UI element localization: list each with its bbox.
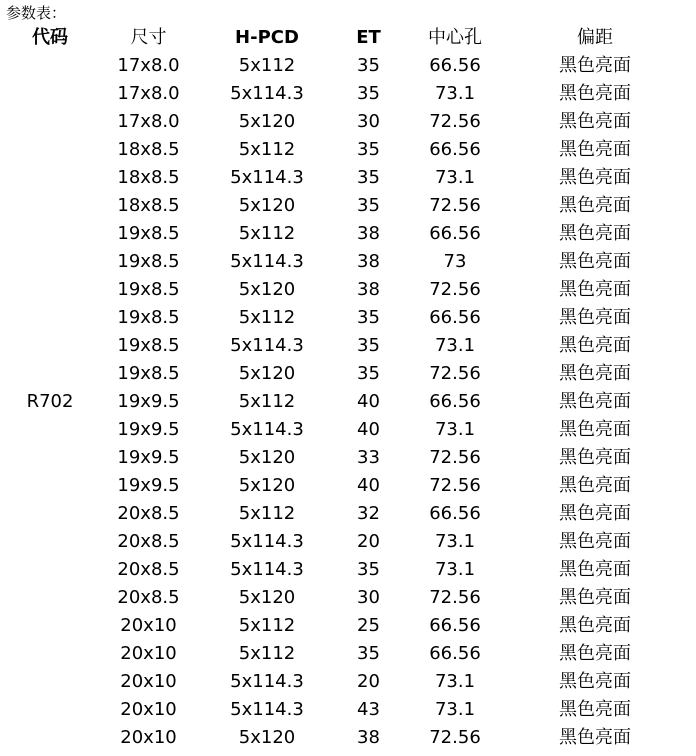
table-row: [0, 416, 680, 444]
cell-center-bore: 73: [443, 251, 467, 272]
cell-offset: 黑色亮面: [559, 531, 631, 552]
cell-et: 35: [357, 307, 380, 328]
cell-size: 19x8.5: [117, 335, 180, 356]
cell-center-bore: 72.56: [429, 195, 481, 216]
cell-pcd: 5x120: [238, 447, 296, 468]
cell-et: 38: [357, 727, 380, 748]
cell-pcd: 5x112: [238, 391, 296, 412]
cell-size: 17x8.0: [117, 111, 180, 132]
cell-size: 19x8.5: [117, 223, 180, 244]
cell-et: 38: [357, 279, 380, 300]
cell-et: 35: [357, 643, 380, 664]
cell-center-bore: 73.1: [434, 671, 476, 692]
cell-pcd: 5x112: [238, 643, 296, 664]
cell-size: 20x8.5: [117, 587, 180, 608]
cell-size: 20x10: [120, 671, 177, 692]
table-row: [0, 612, 680, 640]
cell-center-bore: 73.1: [434, 531, 476, 552]
cell-offset: 黑色亮面: [559, 83, 631, 104]
header-row: [0, 24, 680, 52]
cell-center-bore: 66.56: [429, 643, 481, 664]
cell-offset: 黑色亮面: [559, 195, 631, 216]
cell-center-bore: 73.1: [434, 167, 476, 188]
table-row: [0, 724, 680, 752]
cell-pcd: 5x114.3: [230, 531, 304, 552]
table-row: [0, 528, 680, 556]
cell-center-bore: 73.1: [434, 419, 476, 440]
cell-pcd: 5x112: [238, 139, 296, 160]
cell-center-bore: 66.56: [429, 391, 481, 412]
cell-offset: 黑色亮面: [559, 615, 631, 636]
cell-et: 35: [357, 335, 380, 356]
table-body: [0, 52, 680, 752]
cell-offset: 黑色亮面: [559, 447, 631, 468]
cell-pcd: 5x114.3: [230, 335, 304, 356]
cell-offset: 黑色亮面: [559, 251, 631, 272]
cell-et: 40: [357, 475, 380, 496]
cell-center-bore: 73.1: [434, 335, 476, 356]
cell-center-bore: 72.56: [429, 587, 481, 608]
header-code: 代码: [32, 27, 68, 48]
cell-pcd: 5x120: [238, 587, 296, 608]
header-center-bore: 中心孔: [428, 27, 482, 48]
cell-et: 43: [357, 699, 380, 720]
cell-size: 20x10: [120, 643, 177, 664]
table-row: [0, 192, 680, 220]
cell-et: 20: [357, 531, 380, 552]
cell-pcd: 5x114.3: [230, 167, 304, 188]
cell-offset: 黑色亮面: [559, 643, 631, 664]
cell-offset: 黑色亮面: [559, 699, 631, 720]
cell-center-bore: 72.56: [429, 111, 481, 132]
cell-pcd: 5x120: [238, 475, 296, 496]
cell-size: 18x8.5: [117, 139, 180, 160]
cell-et: 33: [357, 447, 380, 468]
cell-offset: 黑色亮面: [559, 391, 631, 412]
cell-center-bore: 72.56: [429, 475, 481, 496]
cell-center-bore: 66.56: [429, 55, 481, 76]
cell-offset: 黑色亮面: [559, 475, 631, 496]
cell-size: 20x10: [120, 615, 177, 636]
table-row: [0, 444, 680, 472]
cell-pcd: 5x120: [238, 111, 296, 132]
cell-center-bore: 73.1: [434, 83, 476, 104]
cell-pcd: 5x114.3: [230, 83, 304, 104]
table-row: [0, 500, 680, 528]
cell-offset: 黑色亮面: [559, 419, 631, 440]
cell-offset: 黑色亮面: [559, 727, 631, 748]
table-row: [0, 640, 680, 668]
cell-offset: 黑色亮面: [559, 363, 631, 384]
cell-size: 17x8.0: [117, 55, 180, 76]
cell-center-bore: 72.56: [429, 363, 481, 384]
cell-et: 30: [357, 587, 380, 608]
cell-size: 19x8.5: [117, 307, 180, 328]
cell-offset: 黑色亮面: [559, 223, 631, 244]
table-row: [0, 696, 680, 724]
cell-offset: 黑色亮面: [559, 279, 631, 300]
cell-et: 30: [357, 111, 380, 132]
header-et: ET: [356, 27, 381, 48]
cell-et: 35: [357, 83, 380, 104]
cell-size: 20x8.5: [117, 503, 180, 524]
cell-center-bore: 66.56: [429, 307, 481, 328]
cell-center-bore: 72.56: [429, 279, 481, 300]
cell-et: 35: [357, 167, 380, 188]
table-row: [0, 472, 680, 500]
table-row: [0, 304, 680, 332]
cell-size: 19x8.5: [117, 279, 180, 300]
table-row: [0, 80, 680, 108]
cell-center-bore: 66.56: [429, 139, 481, 160]
cell-size: 19x9.5: [117, 391, 180, 412]
cell-et: 40: [357, 391, 380, 412]
cell-et: 25: [357, 615, 380, 636]
cell-offset: 黑色亮面: [559, 139, 631, 160]
table-row: [0, 332, 680, 360]
cell-et: 20: [357, 671, 380, 692]
cell-size: 18x8.5: [117, 195, 180, 216]
cell-et: 35: [357, 139, 380, 160]
cell-et: 40: [357, 419, 380, 440]
cell-offset: 黑色亮面: [559, 167, 631, 188]
cell-size: 20x8.5: [117, 559, 180, 580]
table-row: [0, 584, 680, 612]
cell-pcd: 5x112: [238, 223, 296, 244]
table-row: [0, 248, 680, 276]
cell-pcd: 5x112: [238, 55, 296, 76]
cell-pcd: 5x120: [238, 279, 296, 300]
cell-size: 19x9.5: [117, 419, 180, 440]
spec-table: [0, 24, 680, 752]
table-row: [0, 556, 680, 584]
cell-pcd: 5x114.3: [230, 699, 304, 720]
table-row: [0, 164, 680, 192]
header-pcd: H-PCD: [235, 27, 299, 48]
cell-pcd: 5x114.3: [230, 559, 304, 580]
table-row: [0, 52, 680, 80]
table-row: [0, 136, 680, 164]
cell-pcd: 5x120: [238, 363, 296, 384]
cell-et: 35: [357, 55, 380, 76]
table-row: [0, 220, 680, 248]
cell-size: 19x9.5: [117, 447, 180, 468]
cell-et: 35: [357, 559, 380, 580]
cell-et: 35: [357, 195, 380, 216]
cell-pcd: 5x114.3: [230, 671, 304, 692]
cell-offset: 黑色亮面: [559, 587, 631, 608]
cell-pcd: 5x114.3: [230, 251, 304, 272]
cell-size: 17x8.0: [117, 83, 180, 104]
table-row: [0, 388, 680, 416]
cell-center-bore: 66.56: [429, 503, 481, 524]
cell-offset: 黑色亮面: [559, 111, 631, 132]
cell-offset: 黑色亮面: [559, 335, 631, 356]
cell-offset: 黑色亮面: [559, 503, 631, 524]
header-offset: 偏距: [577, 27, 613, 48]
cell-size: 20x10: [120, 727, 177, 748]
table-row: [0, 360, 680, 388]
cell-size: 18x8.5: [117, 167, 180, 188]
cell-pcd: 5x114.3: [230, 419, 304, 440]
table-row: [0, 276, 680, 304]
cell-pcd: 5x120: [238, 195, 296, 216]
cell-et: 35: [357, 363, 380, 384]
cell-pcd: 5x112: [238, 307, 296, 328]
cell-center-bore: 66.56: [429, 223, 481, 244]
header-size: 尺寸: [130, 27, 167, 48]
cell-center-bore: 66.56: [429, 615, 481, 636]
cell-center-bore: 73.1: [434, 559, 476, 580]
cell-pcd: 5x120: [238, 727, 296, 748]
cell-size: 19x9.5: [117, 475, 180, 496]
cell-size: 20x10: [120, 699, 177, 720]
cell-size: 19x8.5: [117, 363, 180, 384]
cell-center-bore: 72.56: [429, 447, 481, 468]
cell-center-bore: 72.56: [429, 727, 481, 748]
cell-size: 20x8.5: [117, 531, 180, 552]
table-row: [0, 108, 680, 136]
cell-offset: 黑色亮面: [559, 559, 631, 580]
cell-offset: 黑色亮面: [559, 55, 631, 76]
cell-offset: 黑色亮面: [559, 671, 631, 692]
cell-code: R702: [26, 391, 74, 412]
cell-et: 38: [357, 251, 380, 272]
cell-pcd: 5x112: [238, 503, 296, 524]
cell-et: 32: [357, 503, 380, 524]
cell-center-bore: 73.1: [434, 699, 476, 720]
cell-pcd: 5x112: [238, 615, 296, 636]
cell-size: 19x8.5: [117, 251, 180, 272]
table-row: [0, 668, 680, 696]
cell-et: 38: [357, 223, 380, 244]
cell-offset: 黑色亮面: [559, 307, 631, 328]
table-caption: 参数表：: [6, 4, 67, 22]
